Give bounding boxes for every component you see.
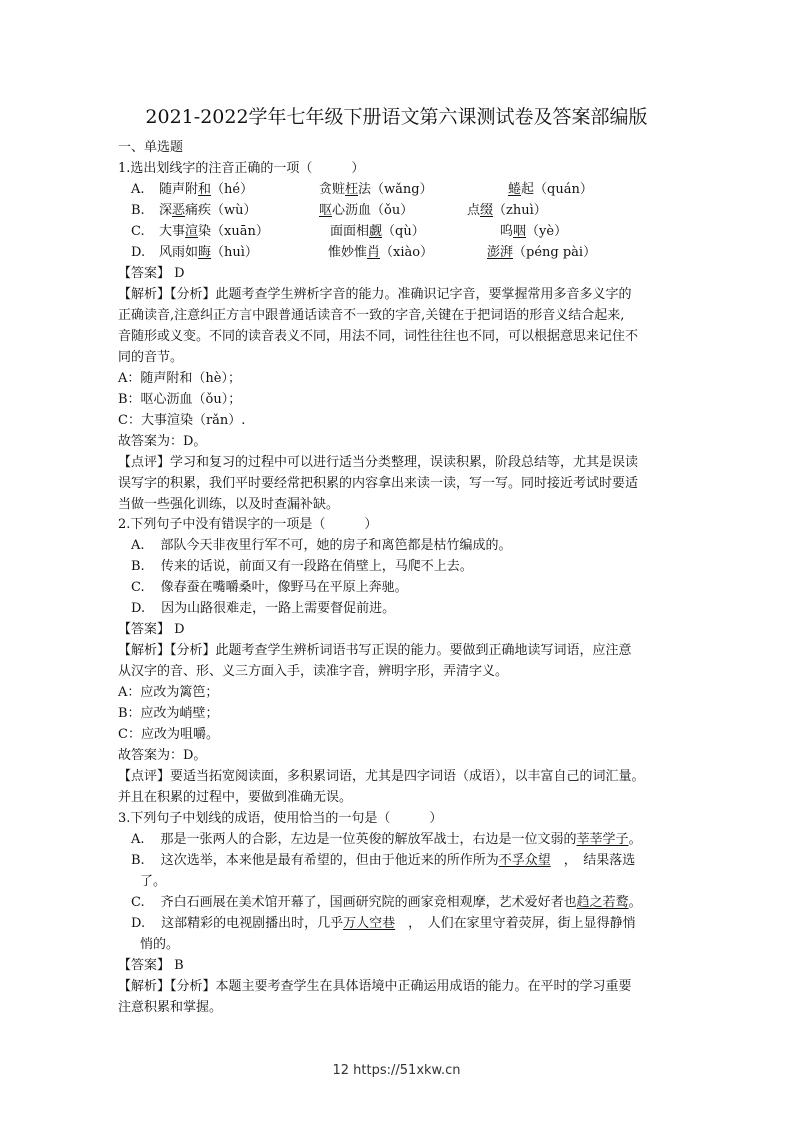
q2-option-a: A. 部队今天非夜里行军不可，她的房子和离笆都是枯竹编成的。 <box>131 538 512 553</box>
q1-comment-line: 当做一些强化训练，以及时查漏补缺。 <box>118 497 340 512</box>
q1-option-c: C. 大事渲染（xuān） 面面相觑（qù） 呜咽（yè） <box>131 224 568 239</box>
q1-analysis-line: 音随形或义变。不同的读音表义不同，用法不同，词性往往也不同，可以根据意思来记住不 <box>118 329 639 344</box>
q1-analysis-line: B：呕心沥血（ǒu）； <box>118 392 242 407</box>
q2-analysis-line: 从汉字的音、形、义三方面入手，读准字音，辨明字形，弄清字义。 <box>118 664 509 679</box>
q3-option-c: C. 齐白石画展在美术馆开幕了，国画研究院的画家竞相观摩，艺术爱好者也趋之若鹜。 <box>131 895 642 910</box>
q2-analysis-line: 【解析】【分析】此题考查学生辨析词语书写正误的能力。要做到正确地读写词语，应注意 <box>118 643 632 658</box>
q1-option-d: D. 风雨如晦（huì） 惟妙惟肖（xiào） 澎湃（péng pài） <box>131 245 597 260</box>
q2-option-c: C. 像春蚕在嘴嚼桑叶，像野马在平原上奔驰。 <box>131 580 408 595</box>
page-title: 2021-2022学年七年级下册语文第六课测试卷及答案部编版 <box>145 106 648 128</box>
q1-analysis-line: 正确读音,注意纠正方言中跟普通话读音不一致的字音,关键在于把词语的形音义结合起来, <box>118 308 625 323</box>
q2-analysis-line: A：应改为篱笆； <box>118 685 219 700</box>
question-3: 3.下列句子中划线的成语，使用恰当的一句是（ ） <box>118 811 443 826</box>
q1-analysis-line: A：随声附和（hè）； <box>118 371 241 386</box>
page-footer: 12 https://51xkw.cn <box>332 1063 461 1078</box>
q2-analysis-line: 故答案为：D。 <box>118 748 207 763</box>
q2-analysis-line: B：应改为峭壁； <box>118 706 219 721</box>
q1-analysis-line: 同的音节。 <box>118 350 184 365</box>
q3-answer: 【答案】 B <box>118 958 184 973</box>
q2-option-b: B. 传来的话说，前面又有一段路在俏壁上，马爬不上去。 <box>131 559 473 574</box>
q1-comment-line: 【点评】学习和复习的过程中可以进行适当分类整理，误读积累，阶段总结等，尤其是误读 <box>118 455 639 470</box>
q3-option-a: A. 那是一张两人的合影，左边是一位英俊的解放军战士，右边是一位文弱的莘莘学子。 <box>131 832 642 847</box>
q1-analysis-line: C：大事渲染（rǎn）. <box>118 413 246 428</box>
q1-answer: 【答案】 D <box>118 266 185 281</box>
q2-comment-line: 【点评】要适当拓宽阅读面，多积累词语，尤其是四字词语（成语），以丰富自己的词汇量。 <box>118 769 645 784</box>
q2-analysis-line: C：应改为咀嚼。 <box>118 727 219 742</box>
q1-option-b: B. 深恶痛疾（wù） 呕心沥血（ǒu） 点缀（zhuì） <box>131 203 547 218</box>
question-2: 2.下列句子中没有错误字的一项是（ ） <box>118 517 378 532</box>
q3-option-b: B. 这次选举，本来他是最有希望的，但由于他近来的所作所为不孚众望 ， 结果落选 <box>131 853 636 868</box>
q2-answer: 【答案】 D <box>118 622 185 637</box>
q2-option-d: D. 因为山路很难走，一路上需要督促前进。 <box>131 601 396 616</box>
question-1: 1.选出划线字的注音正确的一项（ ） <box>118 161 365 176</box>
q1-analysis-line: 【解析】【分析】此题考查学生辨析字音的能力。准确识记字音，要掌握常用多音多义字的 <box>118 287 632 302</box>
q1-analysis-line: 故答案为：D。 <box>118 434 207 449</box>
q3-analysis-line: 【解析】【分析】本题主要考查学生在具体语境中正确运用成语的能力。在平时的学习重要 <box>118 979 632 994</box>
q3-option-d-continued: 悄的。 <box>140 937 180 952</box>
q3-option-d: D. 这部精彩的电视剧播出时，几乎万人空巷 ， 人们在家里守着荧屏，街上显得静悄 <box>131 916 636 931</box>
q1-comment-line: 误写字的积累，我们平时要经常把积累的内容拿出来读一读，写一写。同时接近考试时要适 <box>118 476 639 491</box>
q1-option-a: A. 随声附和（hé） 贪赃枉法（wǎng） 蜷起（quán） <box>131 182 593 197</box>
q3-analysis-line: 注意积累和掌握。 <box>118 1000 223 1015</box>
q3-option-b-continued: 了。 <box>140 874 167 889</box>
section-heading: 一、单选题 <box>118 140 184 155</box>
q2-comment-line: 并且在积累的过程中，要做到准确无误。 <box>118 790 353 805</box>
